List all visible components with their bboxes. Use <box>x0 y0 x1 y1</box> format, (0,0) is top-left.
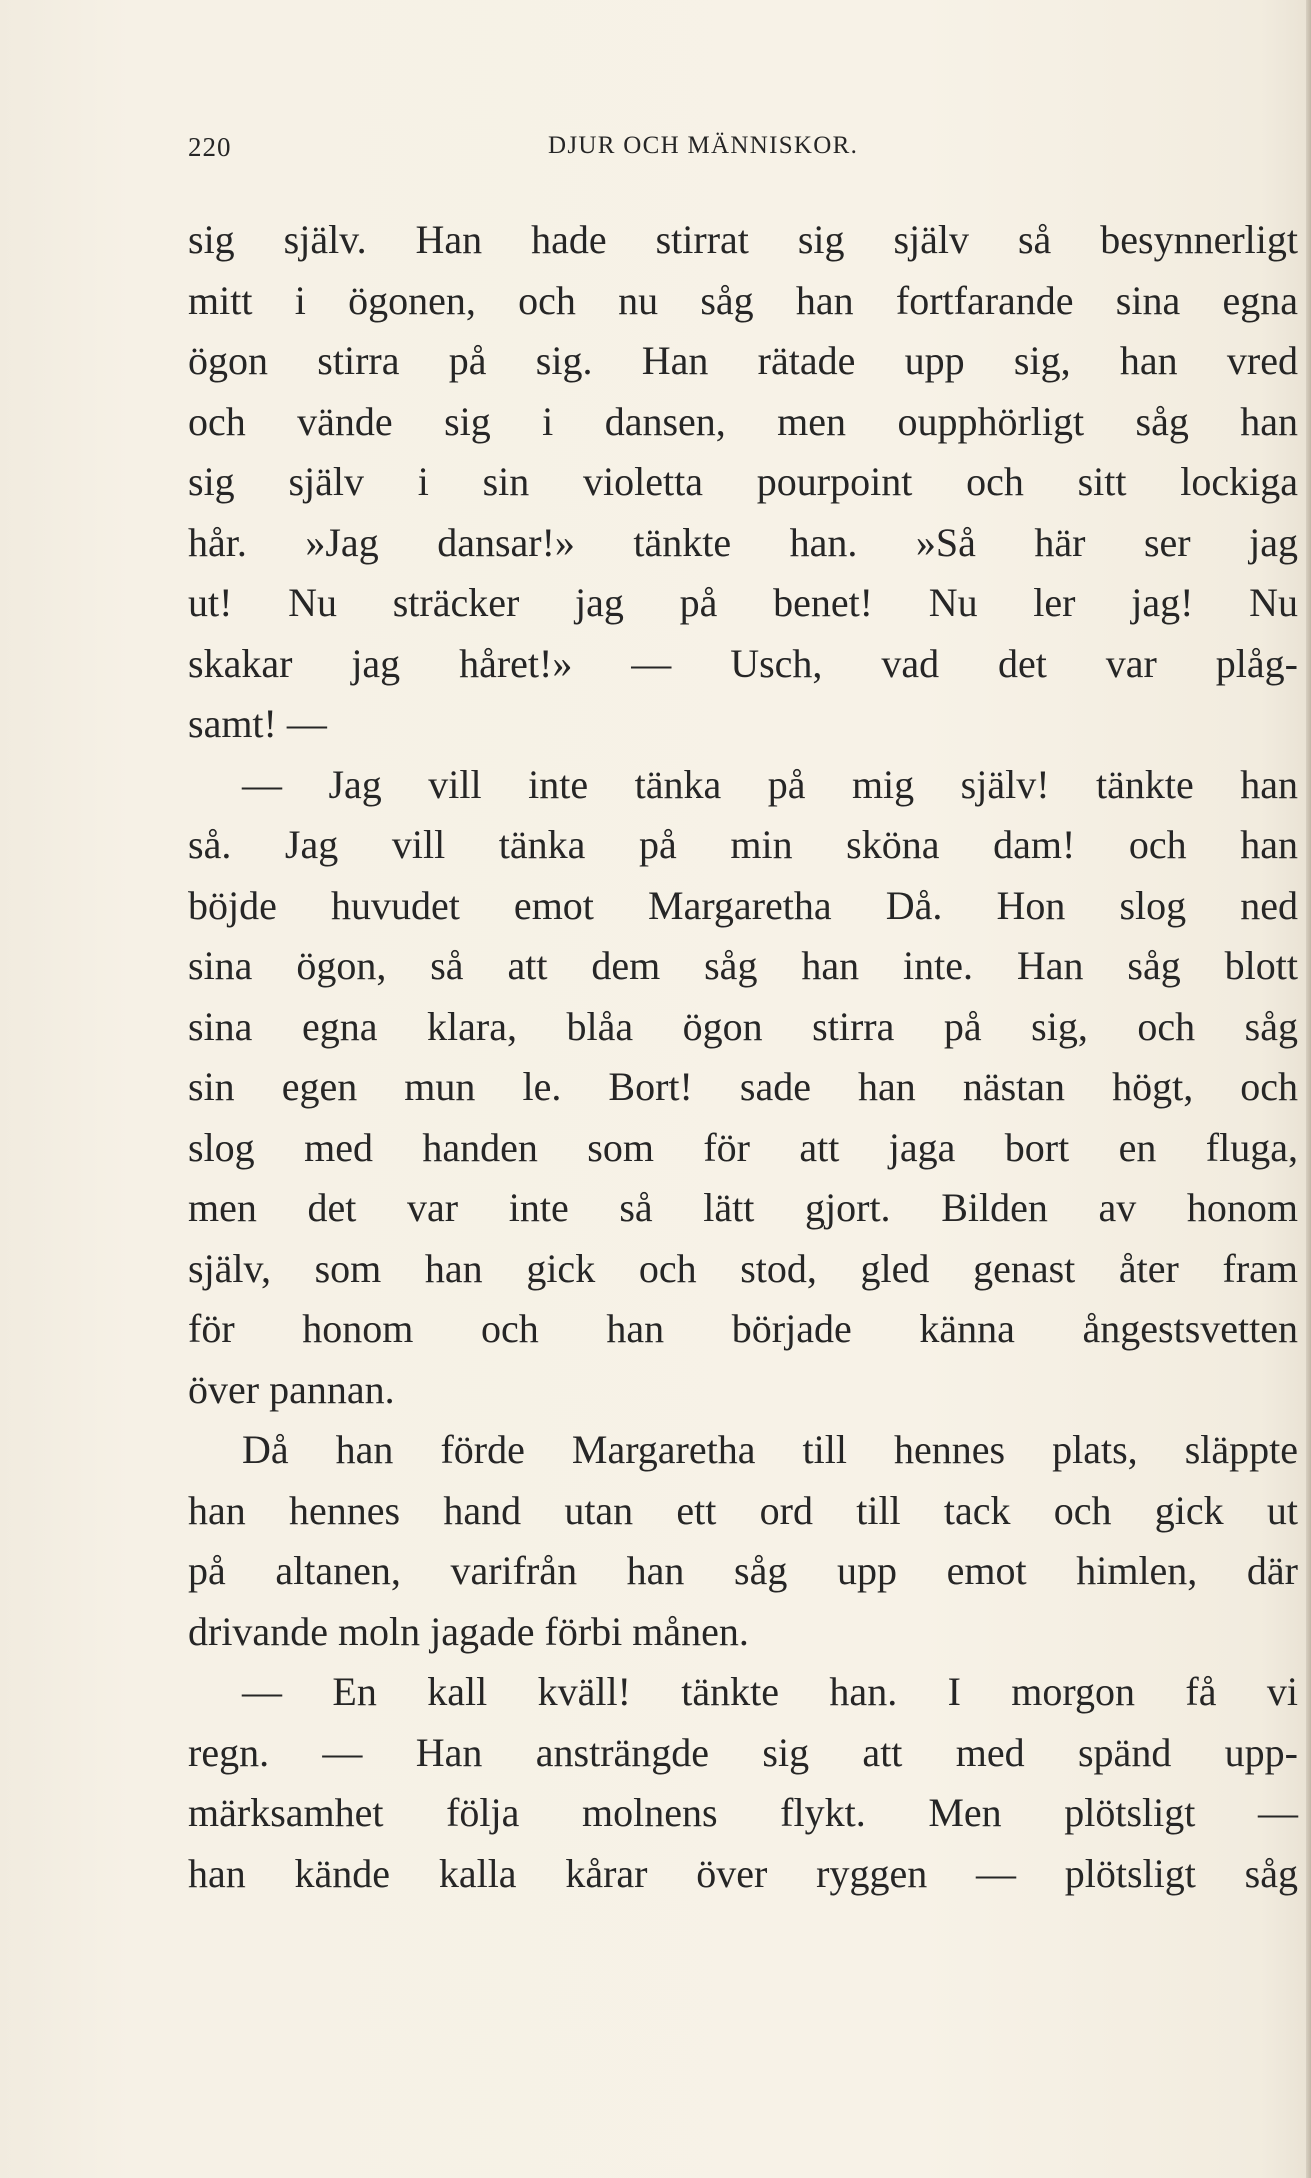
text-line: han kände kalla kårar över ryggen — plötsligt såg <box>188 1850 1298 1896</box>
text-line: ögon stirra på sig. Han rätade upp sig, han vred <box>188 338 1298 383</box>
text-line: samt! — <box>188 701 327 746</box>
text-line: han hennes hand utan ett ord till tack och gick ut <box>188 1487 1298 1533</box>
page-header <box>188 132 1305 172</box>
text-line: regn. — Han ansträngde sig att med spänd upp- <box>188 1729 1298 1775</box>
page-edge <box>1306 0 1311 2178</box>
text-line: men det var inte så lätt gjort. Bilden av honom <box>188 1185 1298 1230</box>
text-line: hår. »Jag dansar!» tänkte han. »Så här ser jag <box>188 519 1298 565</box>
text-line: sig själv i sin violetta pourpoint och sitt lockiga <box>188 459 1298 504</box>
text-line: Då han förde Margaretha till hennes plats, släppte <box>242 1427 1298 1472</box>
text-line: så. Jag vill tänka på min sköna dam! och han <box>188 822 1298 867</box>
text-line: ut! Nu sträcker jag på benet! Nu ler jag! Nu <box>188 580 1298 625</box>
running-head: DJUR OCH MÄNNISKOR. <box>548 132 859 159</box>
text-line: på altanen, varifrån han såg upp emot himlen, där <box>188 1548 1298 1593</box>
text-line: böjde huvudet emot Margaretha Då. Hon slog ned <box>188 882 1298 928</box>
page-number: 220 <box>188 132 232 162</box>
text-line: över pannan. <box>188 1366 395 1412</box>
text-line: sin egen mun le. Bort! sade han nästan högt, och <box>188 1064 1298 1109</box>
text-line: märksamhet följa molnens flykt. Men plötsligt — <box>188 1790 1298 1835</box>
text-line: sina egna klara, blåa ögon stirra på sig, och såg <box>188 1003 1298 1049</box>
text-line: sig själv. Han hade stirrat sig själv så besynnerligt <box>188 217 1298 262</box>
body-text <box>188 210 1298 1904</box>
text-line: och vände sig i dansen, men oupphörligt såg han <box>188 398 1298 444</box>
text-line: själv, som han gick och stod, gled genast åter fram <box>188 1245 1298 1291</box>
text-line: sina ögon, så att dem såg han inte. Han såg blott <box>188 943 1298 988</box>
text-line: drivande moln jagade förbi månen. <box>188 1608 749 1654</box>
text-line: slog med handen som för att jaga bort en fluga, <box>188 1124 1298 1170</box>
text-line: mitt i ögonen, och nu såg han fortfarande sina egna <box>188 277 1298 323</box>
text-line: — En kall kväll! tänkte han. I morgon få vi <box>242 1669 1298 1714</box>
text-line: för honom och han började känna ångestsvetten <box>188 1306 1298 1351</box>
text-line: — Jag vill inte tänka på mig själv! tänkte han <box>242 761 1298 807</box>
text-line: skakar jag håret!» — Usch, vad det var plåg- <box>188 640 1298 686</box>
